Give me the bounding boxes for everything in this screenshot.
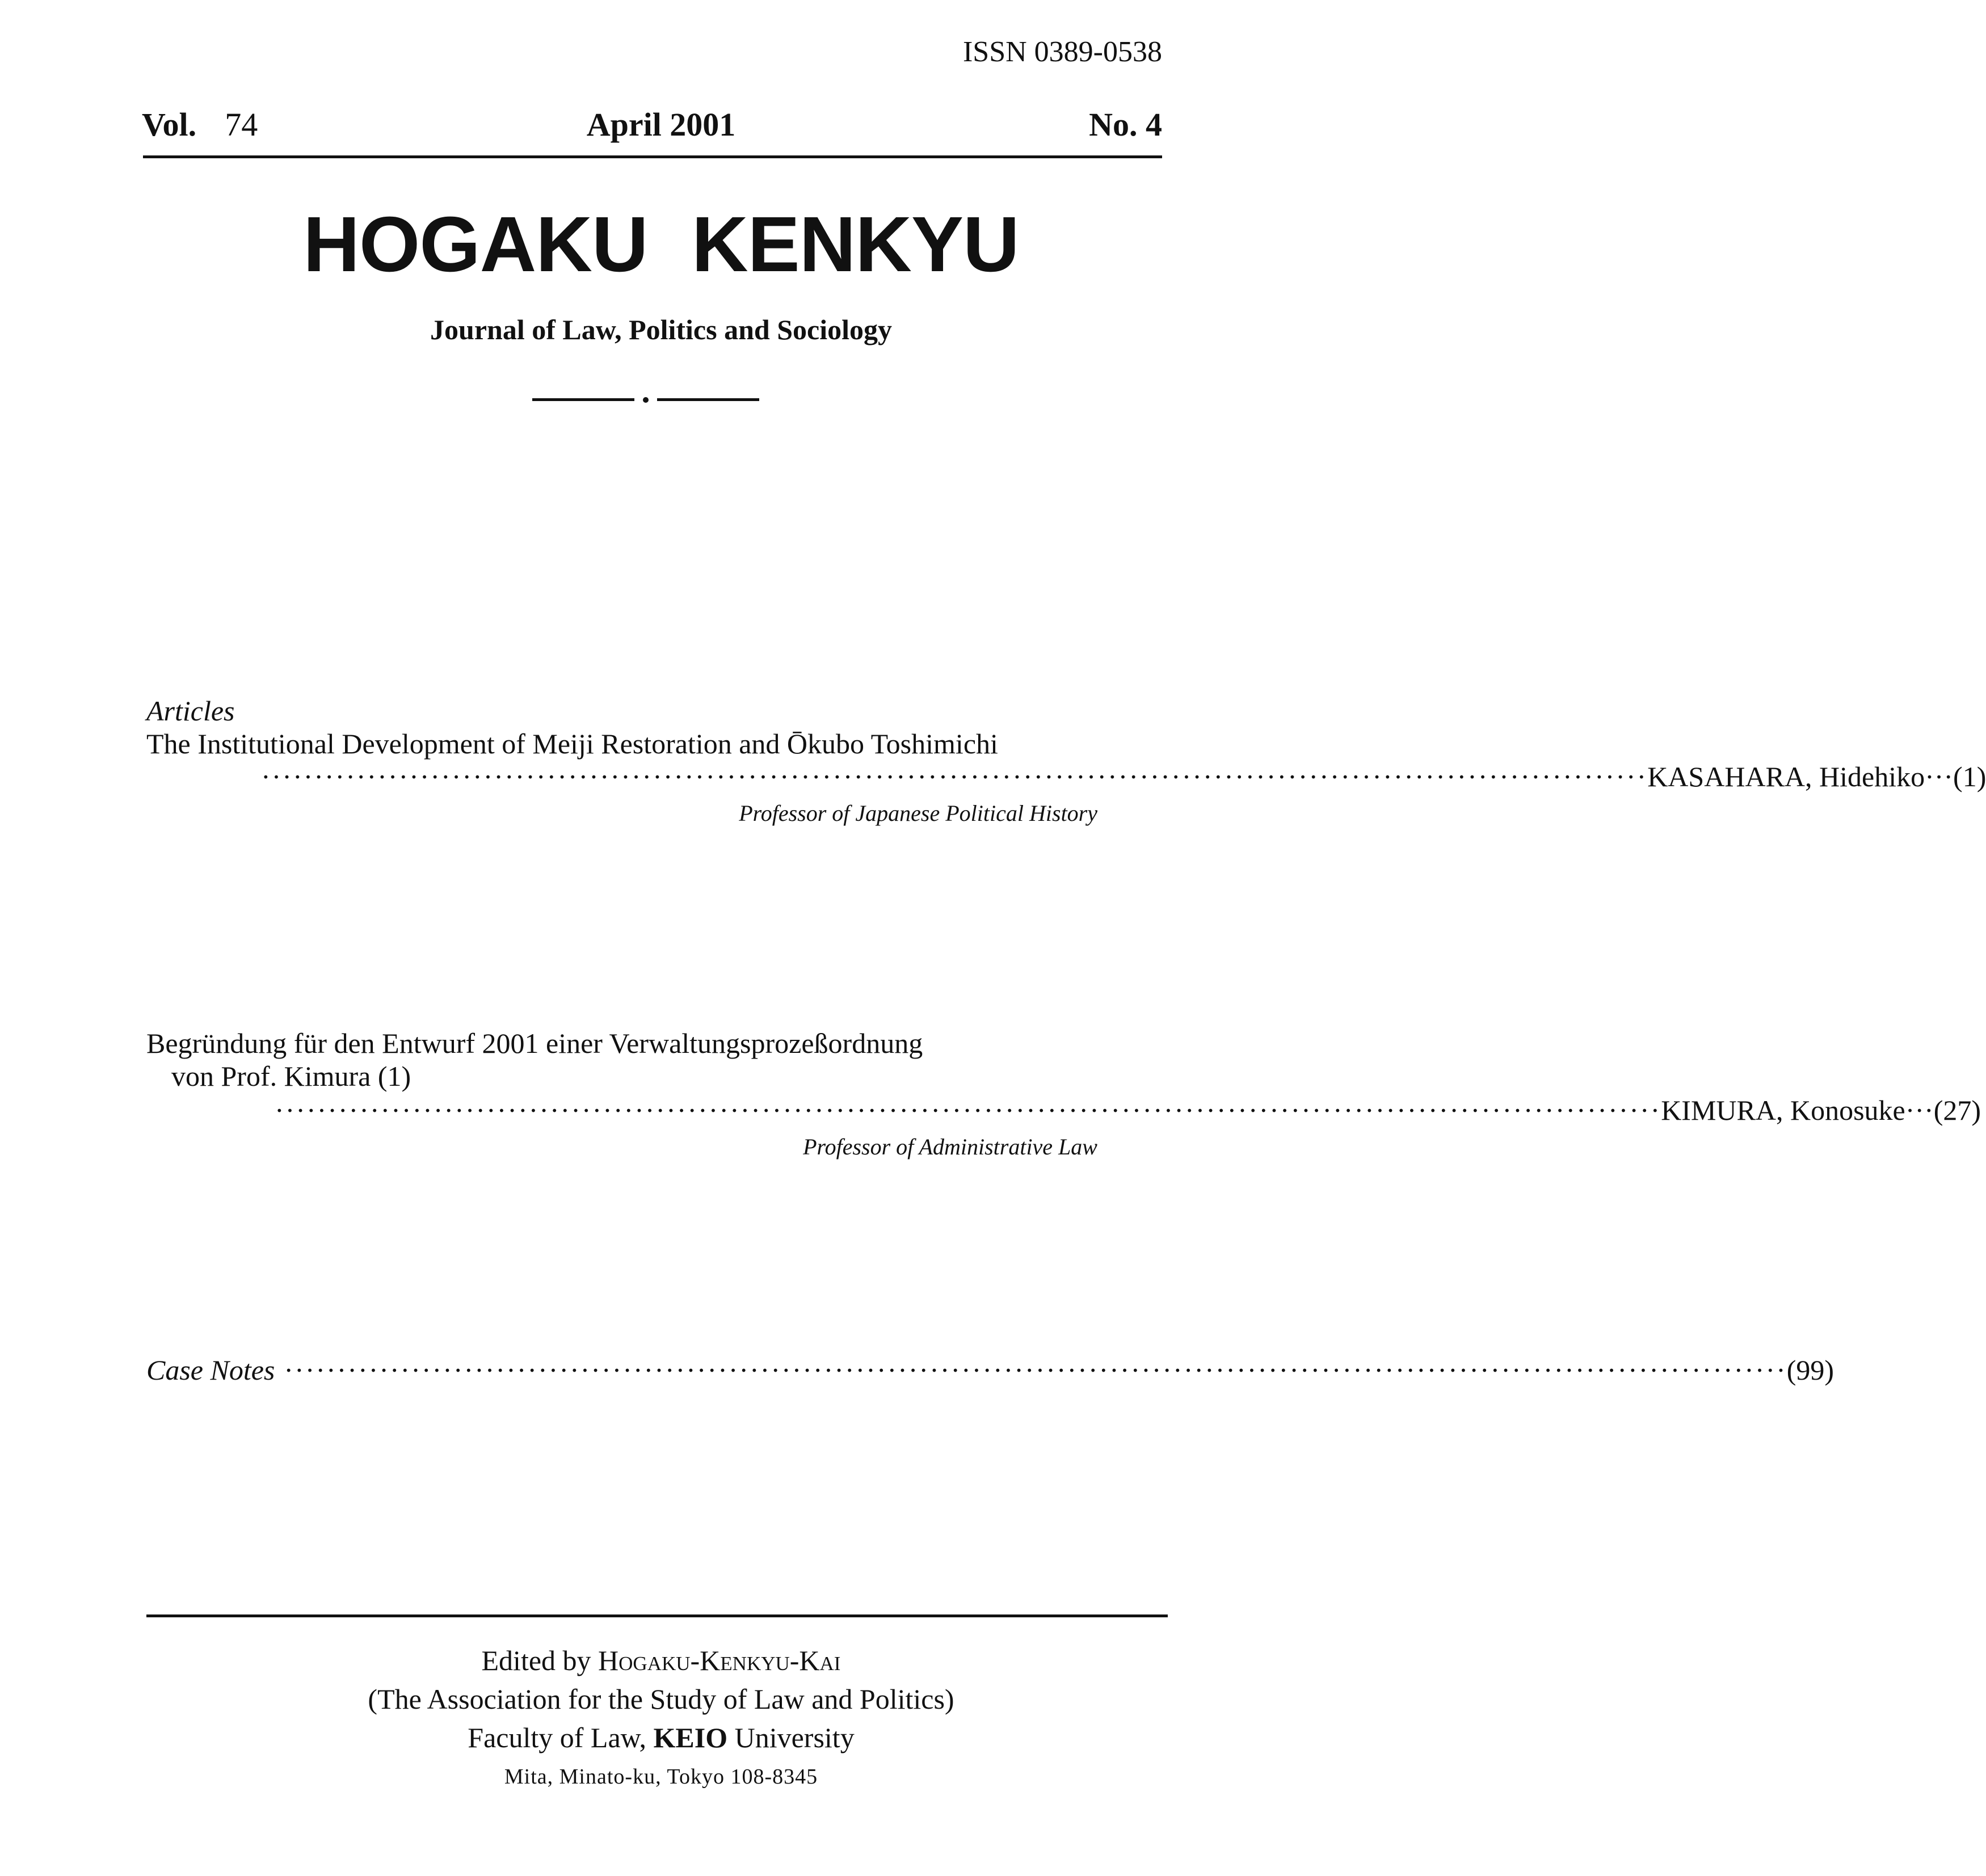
article-2-affiliation: Professor of Administrative Law [803,1134,1097,1160]
case-notes-label: Case Notes [146,1354,275,1386]
journal-subtitle: Journal of Law, Politics and Sociology [430,314,892,345]
section-label-articles: Articles [146,695,235,727]
address-line: Mita, Minato-ku, Tokyo 108-8345 [504,1765,818,1789]
issue-date: April 2001 [586,106,736,143]
article-2-title-line-2: von Prof. Kimura (1) [171,1060,411,1092]
paren-close: ) [1971,1094,1981,1126]
volume-prefix: Vol. [142,106,197,143]
ornament-divider [532,394,759,405]
university-name-bold: KEIO [653,1722,728,1753]
article-2-page: 27 [1943,1094,1972,1126]
article-1-affiliation: Professor of Japanese Political History [739,800,1097,826]
paren-close: ) [1976,761,1986,792]
association-line: (The Association for the Study of Law and Politics) [368,1683,954,1715]
edited-by-line [0,1644,1322,1677]
dot-leader: ·············································································································································· [284,1354,1787,1386]
journal-title: HOGAKU KENKYU [303,201,1019,288]
issue-number: No. 4 [1089,106,1162,143]
article-2-title-line-1: Begründung für den Entwurf 2001 einer Verwaltungsprozeßordnung [146,1027,923,1059]
article-1-toc-line [261,760,1986,793]
faculty-prefix: Faculty of Law, [468,1722,647,1753]
edited-by-label: Edited by [481,1645,591,1676]
paren-open: ( [1786,1354,1796,1386]
dot-leader: ··································································································································· [261,761,1648,792]
header-rule [143,155,1162,158]
article-2-toc-line [275,1094,1981,1127]
university-suffix: University [734,1722,855,1753]
article-1-title: The Institutional Development of Meiji Restoration and Ōkubo Toshimichi [146,728,998,760]
dot-leader: ··································································································································· [275,1094,1661,1126]
article-2-author: KIMURA, Konosuke [1661,1094,1905,1126]
case-notes-page: 99 [1796,1354,1825,1386]
dot-leader-short: ···( [1905,1094,1943,1126]
faculty-line [0,1721,1322,1754]
paren-close: ) [1824,1354,1834,1386]
case-notes-toc-line [146,1354,1834,1386]
dot-leader-short: ···( [1925,761,1963,792]
volume-number: 74 [225,106,258,143]
issn-number: ISSN 0389-0538 [962,36,1162,68]
editor-name: Hogaku-Kenkyu-Kai [598,1645,841,1676]
article-1-page: 1 [1962,761,1977,792]
footer-rule [146,1614,1168,1617]
article-1-author: KASAHARA, Hidehiko [1647,761,1925,792]
